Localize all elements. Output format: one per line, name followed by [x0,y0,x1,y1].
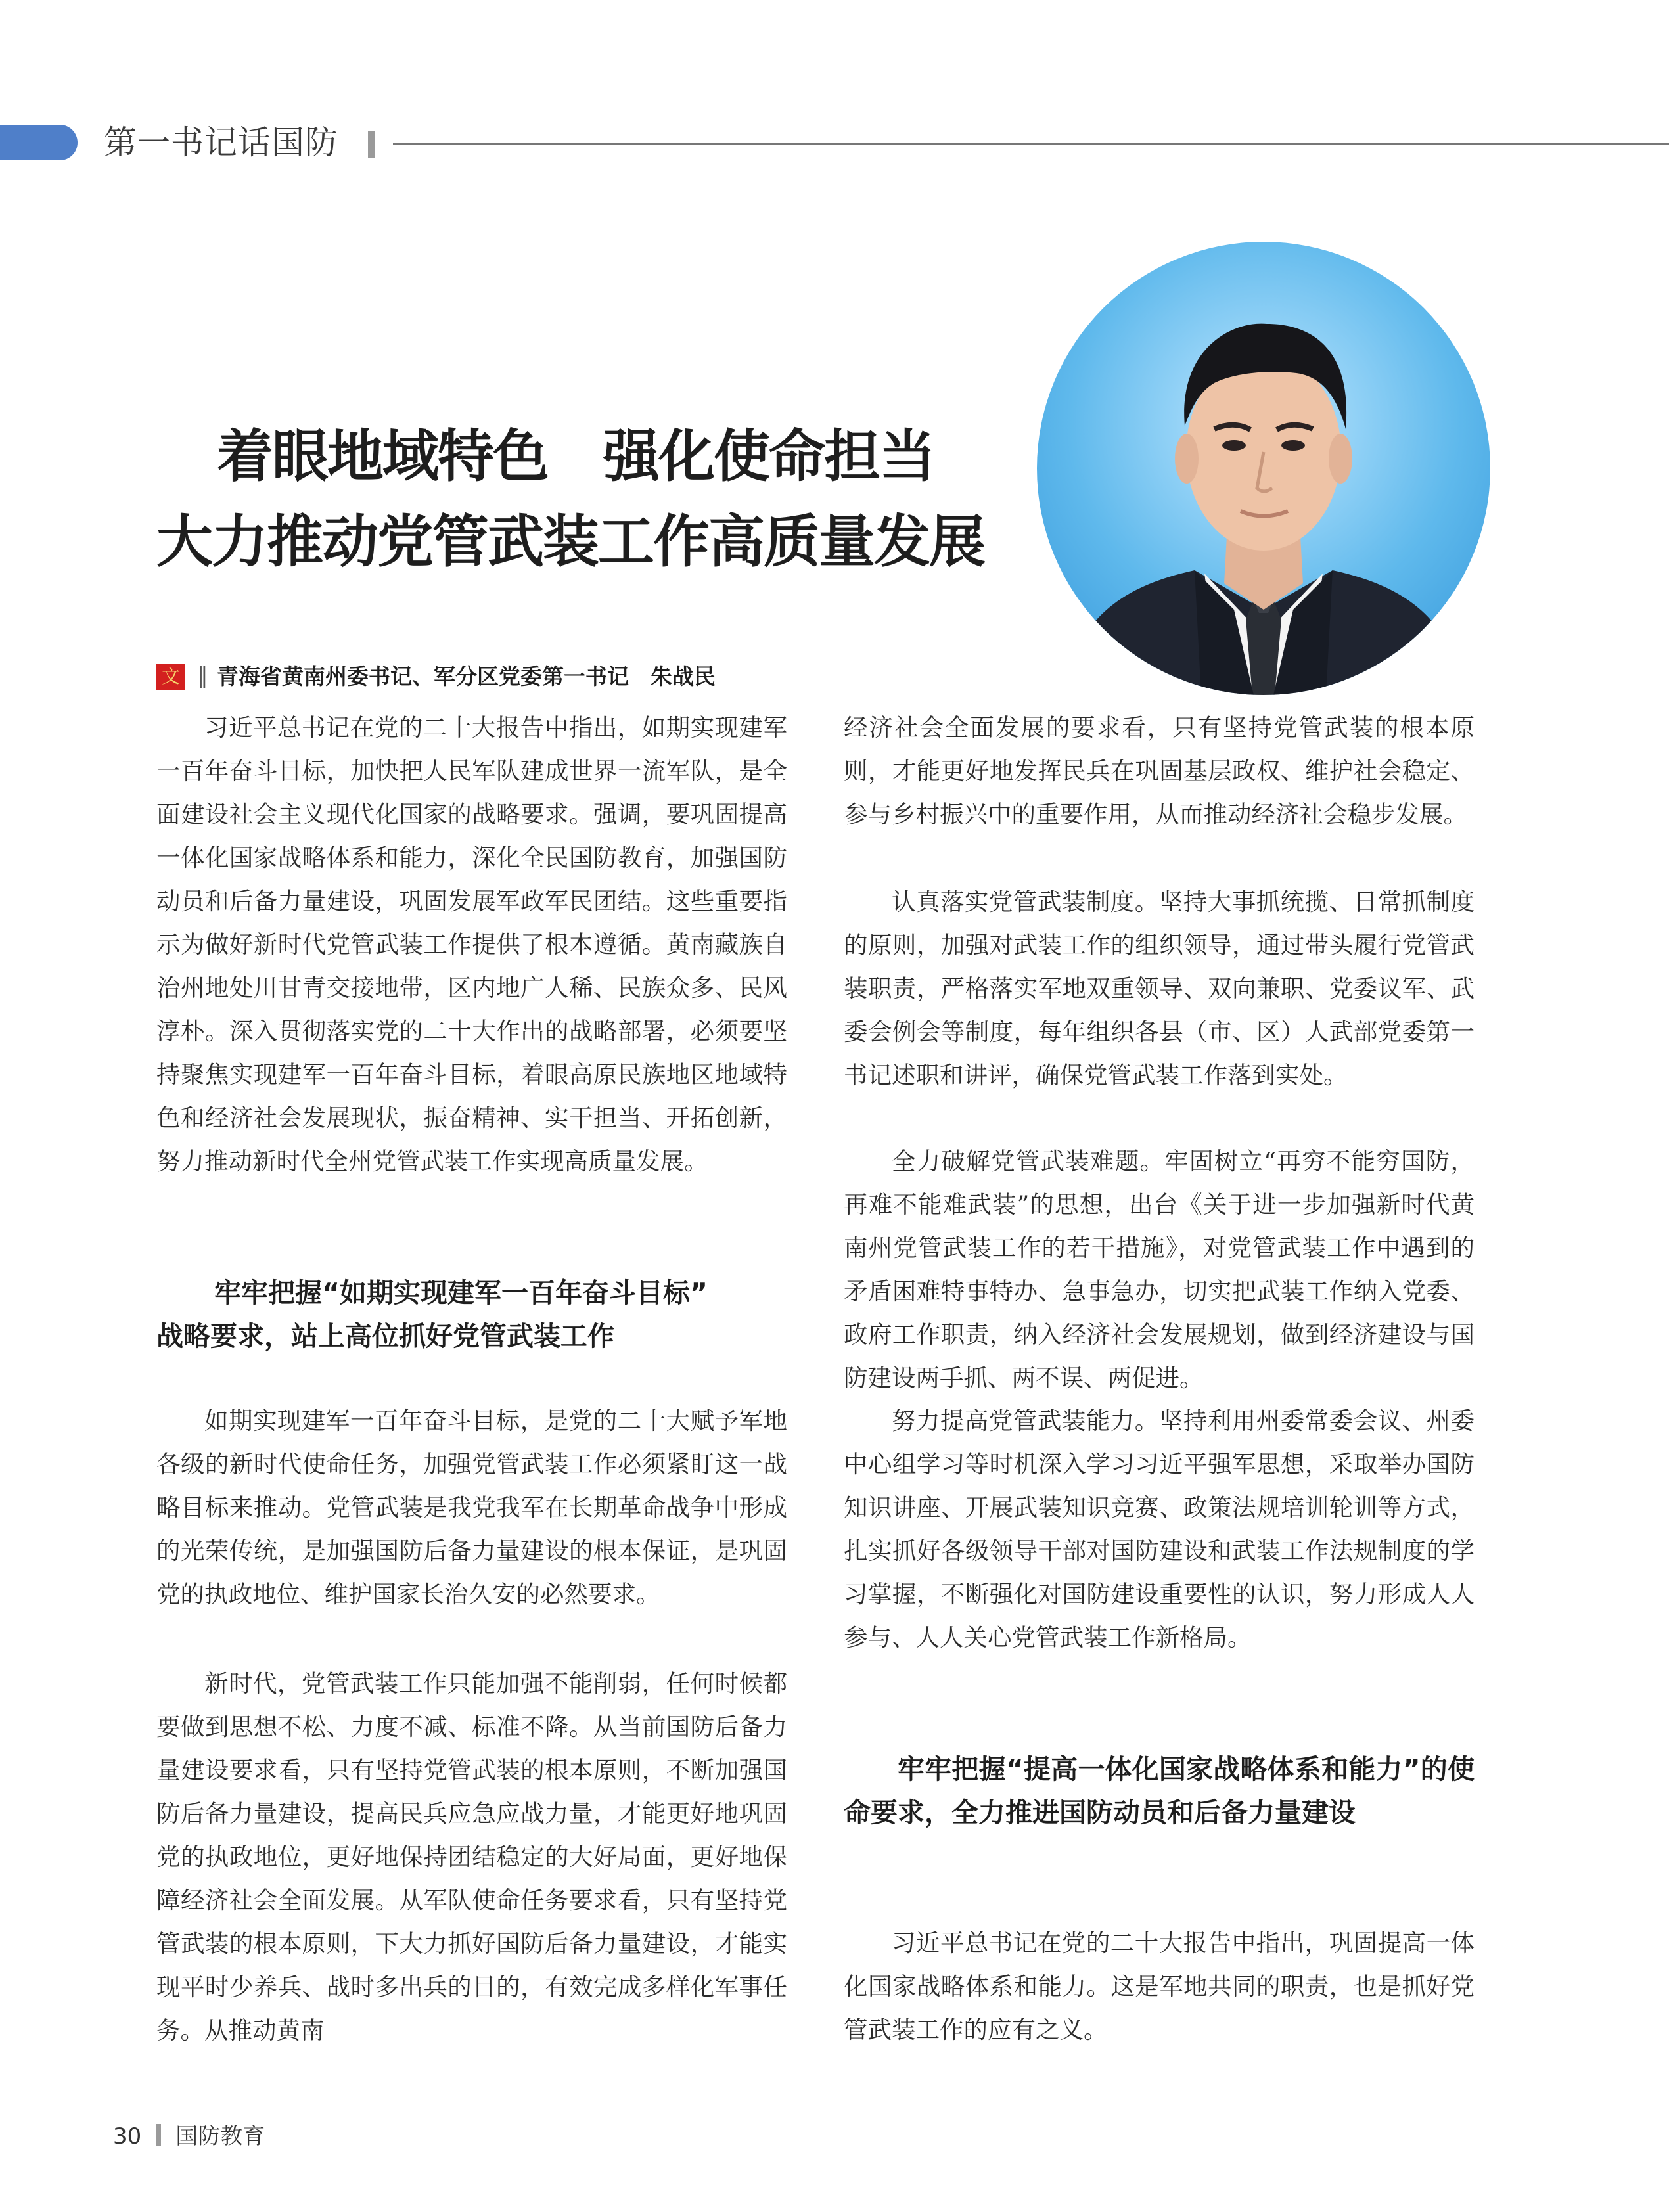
left-paragraph-2: 如期实现建军一百年奋斗目标，是党的二十大赋予军地各级的新时代使命任务，加强党管武装工作必须紧盯这一战略目标来推动。党管武装是我党我军在长期革命战争中形成的光荣传统，是加强国防后备力量建设的根本保证，是巩固党的执政地位、维护国家长治久安的必然要求。 [156,1407,787,1608]
article-title-line-2: 大力推动党管武装工作高质量发展 [156,509,984,575]
right-paragraph-1: 经济社会全面发展的要求看，只有坚持党管武装的根本原则，才能更好地发挥民兵在巩固基层政权、维护社会稳定、参与乡村振兴中的重要作用，从而推动经济社会稳步发展。 [844,713,1475,828]
left-paragraph-1: 习近平总书记在党的二十大报告中指出，如期实现建军一百年奋斗目标，加快把人民军队建成世界一流军队，是全面建设社会主义现代化国家的战略要求。强调，要巩固提高一体化国家战略体系和能力，深化全民国防教育，加强国防动员和后备力量建设，巩固发展军政军民团结。这些重要指示为做好新时代党管武装工作提供了根本遵循。黄南藏族自治州地处川甘青交接地带，区内地广人稀、民族众多、民风淳朴。深入贯彻落实党的二十大作出的战略部署，必须要坚持聚焦实现建军一百年奋斗目标，着眼高原民族地区地域特色和经济社会发展现状，振奋精神、实干担当、开拓创新，努力推动新时代全州党管武装工作实现高质量发展。 [156,713,787,1175]
page-number: 30 [113,2123,142,2150]
byline-text-icon: 文 [156,664,185,690]
subhead-1 [156,1271,787,1358]
page-footer [113,2117,265,2156]
byline-author: 青海省黄南州委书记、军分区党委第一书记 朱战民 [217,664,716,689]
footer-separator [156,2124,161,2146]
header-rule [393,143,1669,145]
byline-separator: ‖ [197,662,208,688]
section-label: 第一书记话国防 [104,124,338,162]
right-paragraph-5: 习近平总书记在党的二十大报告中指出，巩固提高一体化国家战略体系和能力。这是军地共同的职责，也是抓好党管武装工作的应有之义。 [844,1929,1475,2044]
section-label-bar [368,131,375,158]
byline [156,661,787,698]
right-paragraph-2: 认真落实党管武装制度。坚持大事抓统揽、日常抓制度的原则，加强对武装工作的组织领导，通过带头履行党管武装职责，严格落实军地双重领导、双向兼职、党委议军、武委会例会等制度，每年组织各县（市、区）人武部党委第一书记述职和讲评，确保党管武装工作落到实处。 [844,888,1475,1089]
subhead-1-line-1: 牢牢把握“如期实现建军一百年奋斗目标” [214,1277,708,1309]
right-paragraph-3: 全力破解党管武装难题。牢固树立“再穷不能穷国防，再难不能难武装”的思想，出台《关于进一步加强新时代黄南州党管武装工作的若干措施》，对党管武装工作中遇到的矛盾困难特事特办、急事急办，切实把武装工作纳入党委、政府工作职责，纳入经济社会发展规划，做到经济建设与国防建设两手抓、两不误、两促进。 [844,1147,1475,1392]
publication-name: 国防教育 [175,2123,265,2150]
left-paragraph-3: 新时代，党管武装工作只能加强不能削弱，任何时候都要做到思想不松、力度不减、标准不降。从当前国防后备力量建设要求看，只有坚持党管武装的根本原则，不断加强国防后备力量建设，提高民兵应急应战力量，才能更好地巩固党的执政地位，更好地保持团结稳定的大好局面，更好地保障经济社会全面发展。从军队使命任务要求看，只有坚持党管武装的根本原则，下大力抓好国防后备力量建设，才能实现平时少养兵、战时多出兵的目的，有效完成多样化军事任务。从推动黄南 [156,1669,787,2044]
article-title-line-1: 着眼地域特色 强化使命担当 [217,424,934,489]
section-color-tab [0,125,78,160]
subhead-2: 牢牢把握“提高一体化国家战略体系和能力”的使命要求，全力推进国防动员和后备力量建设 [844,1753,1475,1828]
author-portrait [1037,242,1490,695]
portrait-illustration [1037,242,1490,695]
subhead-1-line-2: 战略要求，站上高位抓好党管武装工作 [156,1320,614,1352]
right-paragraph-4: 努力提高党管武装能力。坚持利用州委常委会议、州委中心组学习等时机深入学习习近平强军思想，采取举办国防知识讲座、开展武装知识竞赛、政策法规培训轮训等方式，扎实抓好各级领导干部对国防建设和武装工作法规制度的学习掌握，不断强化对国防建设重要性的认识，努力形成人人参与、人人关心党管武装工作新格局。 [844,1407,1475,1652]
